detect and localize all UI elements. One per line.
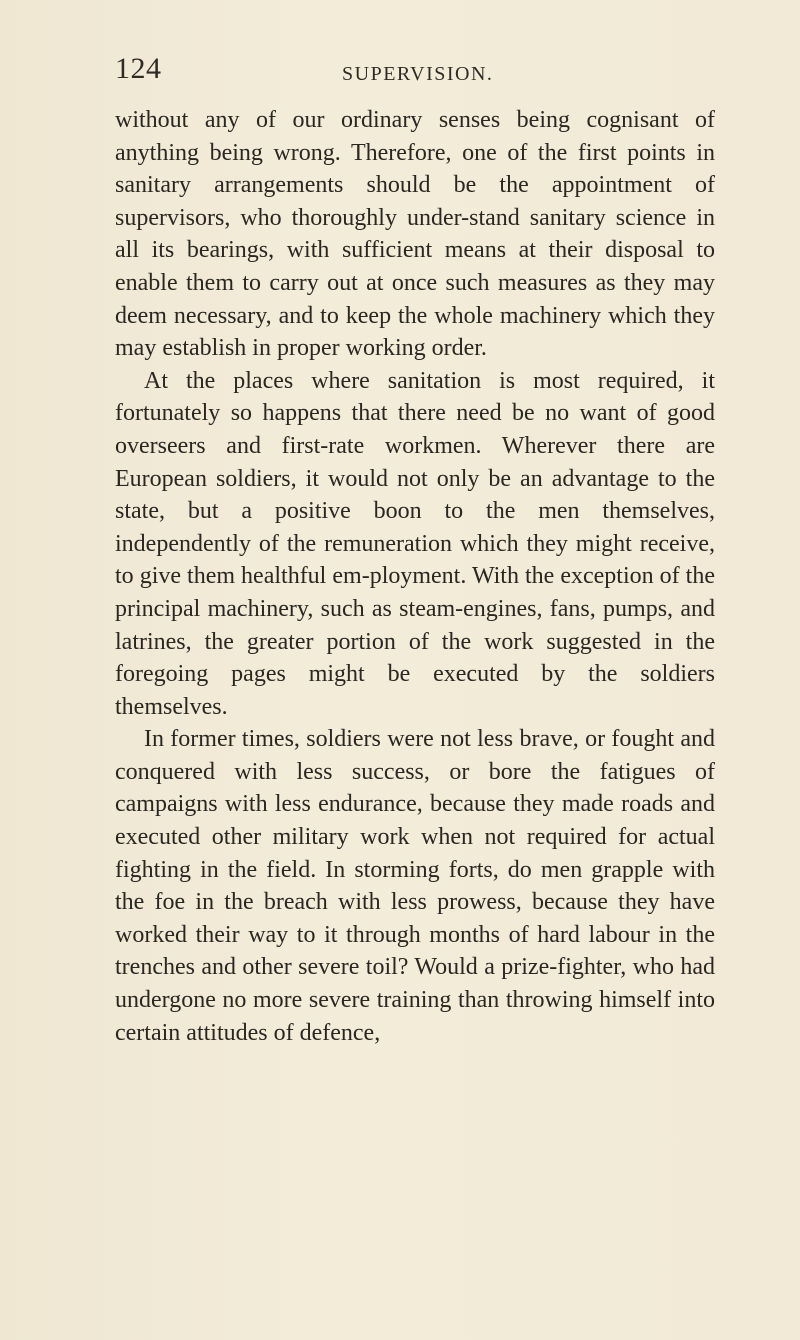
page-header [115,52,715,92]
body-text [115,104,715,1049]
running-head: SUPERVISION. [342,63,494,85]
paragraph-1: without any of our ordinary senses being cognisant of anything being wrong. Therefore, one of the first points in sanitary arrangements should be the appointment of supervisors, who thoroughly under-stand sanitary science in all its bearings, with sufficient means at their disposal to enable them to carry out at once such measures as they may deem necessary, and to keep the whole machinery which they may establish in proper working order. [115,107,715,362]
page-number: 124 [115,52,162,85]
paragraph-3: In former times, soldiers were not less brave, or fought and conquered with less success, or bore the fatigues of campaigns with less endurance, because they made roads and executed other military work when not required for actual fighting in the field. In storming forts, do men grapple with the foe in the breach with less prowess, because they have worked their way to it through months of hard labour in the trenches and other severe toil? Would a prize-fighter, who had undergone no more severe training than throwing himself into certain attitudes of defence, [115,726,715,1046]
paragraph-2: At the places where sanitation is most required, it fortunately so happens that there need be no want of good overseers and first-rate workmen. Wherever there are European soldiers, it would not only be an advantage to the state, but a positive boon to the men themselves, independently of the remuneration which they might receive, to give them healthful em-ployment. With the exception of the principal machinery, such as steam-engines, fans, pumps, and latrines, the greater portion of the work suggested in the foregoing pages might be executed by the soldiers themselves. [115,367,715,720]
